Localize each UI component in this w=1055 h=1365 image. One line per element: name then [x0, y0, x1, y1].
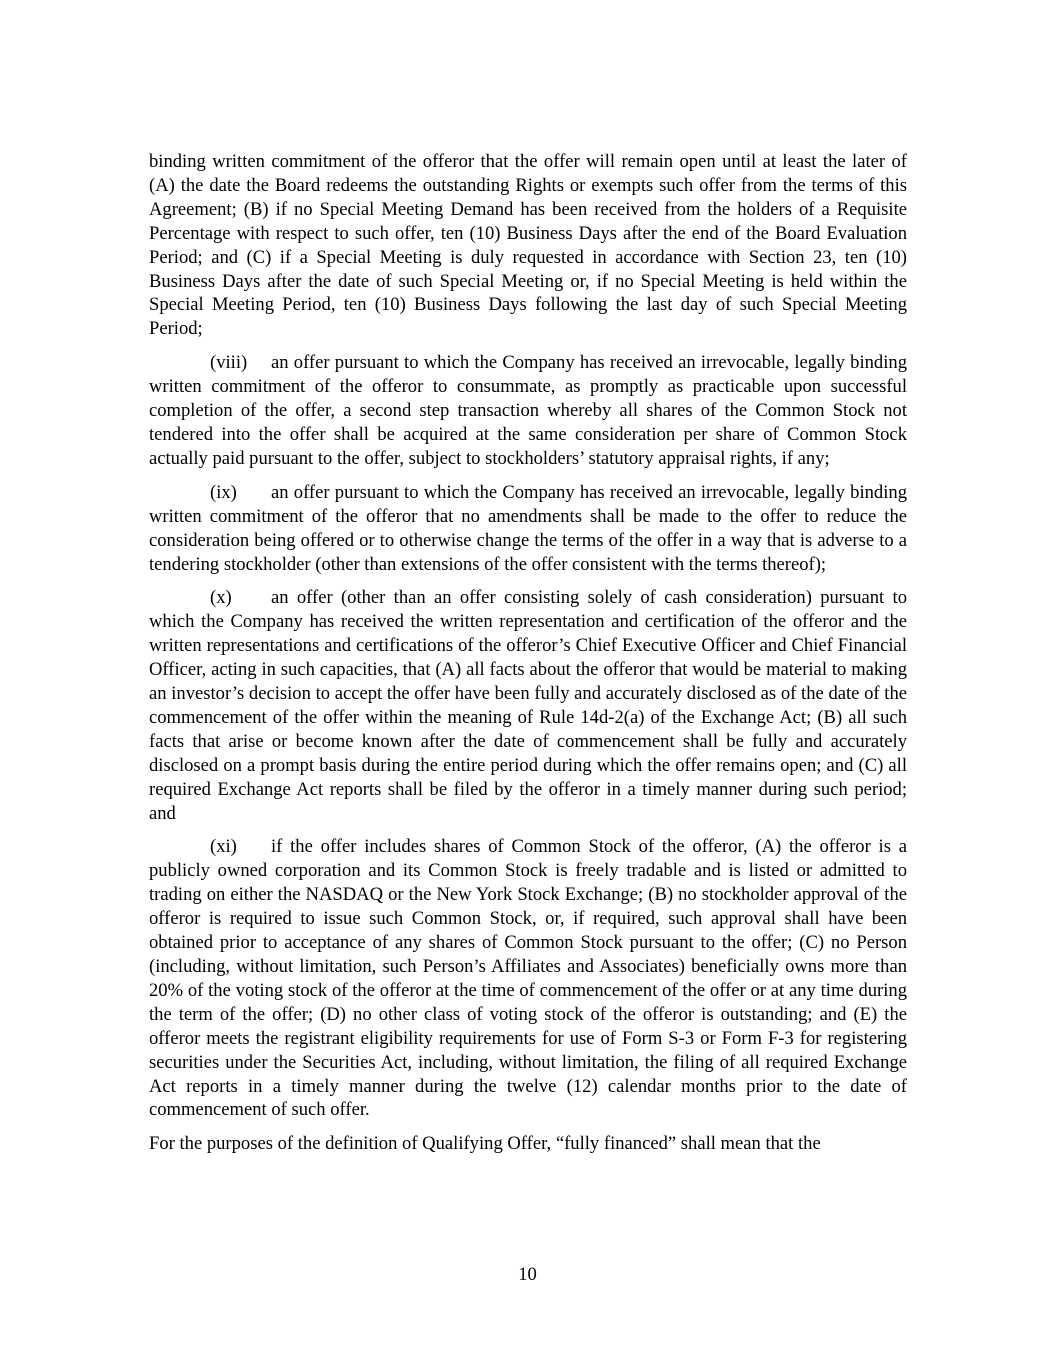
clause-ix	[149, 481, 907, 577]
clause-label: (x)	[210, 587, 232, 609]
clause-viii	[149, 351, 907, 471]
clause-text: if the offer includes shares of Common Stock of the offeror, (A) the offeror is a publicly owned corporation and its Common Stock is freely tradable and is listed or admitted to trading on either the NASDAQ or the New York Stock Exchange; (B) no stockholder approval of the offeror is required to issue such Common Stock, or, if required, such approval shall have been obtained prior to acceptance of any shares of Common Stock pursuant to the offer; (C) no Person (including, without limitation, such Person’s Affiliates and Associates) beneficially owns more than 20% of the voting stock of the offeror at the time of commencement of the offer or at any time during the term of the offer; (D) no other class of voting stock of the offeror is outstanding; and (E) the offeror meets the registrant eligibility requirements for use of Form S-3 or Form F-3 for registering securities under the Securities Act, including, without limitation, the filing of all required Exchange Act reports in a timely manner during the twelve (12) calendar months prior to the date of commencement of such offer.	[149, 836, 907, 1121]
clause-label: (viii)	[210, 352, 248, 374]
paragraph-text: binding written commitment of the offeror that the offer will remain open until at least the later of (A) the date the Board redeems the outstanding Rights or exempts such offer from the terms of this Agreement; (B) if no Special Meeting Demand has been received from the holders of a Requisite Percentage with respect to such offer, ten (10) Business Days after the end of the Board Evaluation Period; and (C) if a Special Meeting is duly requested in accordance with Section 23, ten (10) Business Days after the date of such Special Meeting or, if no Special Meeting is held within the Special Meeting Period, ten (10) Business Days following the last day of such Special Meeting Period;	[149, 151, 907, 340]
clause-xi	[149, 835, 907, 1122]
clause-x	[149, 586, 907, 825]
clause-label: (ix)	[210, 481, 237, 503]
clause-text: an offer (other than an offer consisting solely of cash consideration) pursuant to which the Company has received the written representation and certification of the offeror and the written representations and certifications of the offeror’s Chief Executive Officer and Chief Financial Officer, acting in such capacities, that (A) all facts about the offeror that would be material to making an investor’s decision to accept the offer have been fully and accurately disclosed as of the date of the commencement of the offer within the meaning of Rule 14d-2(a) of the Exchange Act; (B) all such facts that arise or become known after the date of commencement shall be fully and accurately disclosed on a prompt basis during the entire period during which the offer remains open; and (C) all required Exchange Act reports shall be filed by the offeror in a timely manner during such period; and	[149, 587, 907, 824]
clause-label: (xi)	[210, 836, 237, 858]
page-number: 10	[518, 1264, 537, 1285]
document-body	[149, 150, 907, 1166]
paragraph-continuation	[149, 150, 907, 341]
paragraph-fully-financed	[149, 1132, 907, 1156]
paragraph-text: For the purposes of the definition of Qualifying Offer, “fully financed” shall mean that the	[149, 1133, 821, 1155]
clause-text: an offer pursuant to which the Company has received an irrevocable, legally binding written commitment of the offeror that no amendments shall be made to the offer to reduce the consideration being offered or to otherwise change the terms of the offer in a way that is adverse to a tendering stockholder (other than extensions of the offer consistent with the terms thereof);	[149, 481, 907, 575]
clause-text: an offer pursuant to which the Company has received an irrevocable, legally binding written commitment of the offeror to consummate, as promptly as practicable upon successful completion of the offer, a second step transaction whereby all shares of the Common Stock not tendered into the offer shall be acquired at the same consideration per share of Common Stock actually paid pursuant to the offer, subject to stockholders’ statutory appraisal rights, if any;	[149, 352, 907, 469]
